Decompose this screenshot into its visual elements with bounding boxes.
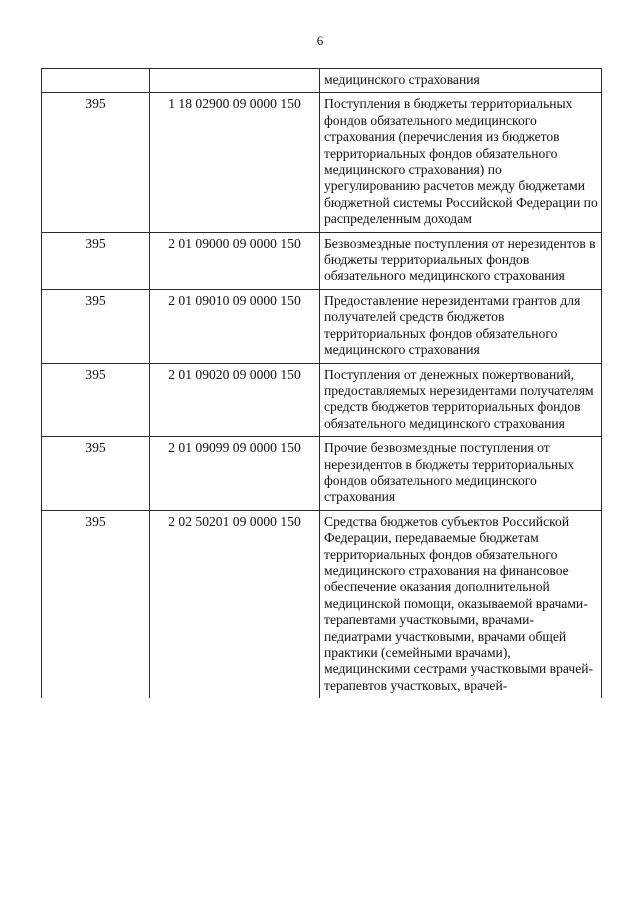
revenue-name-cell: Средства бюджетов субъектов Российской Федерации, передаваемые бюджетам территориальных фондов обязательного медицинского страхования на финансовое обеспечение оказания дополнительной медицинской помощи, оказываемой врачами-терапевтами участковыми, врачами-педиатрами участковыми, врачами общей практики (семейными врачами), медицинскими сестрами участковыми врачей-терапевтов участковых, врачей- <box>320 510 602 698</box>
budget-code-cell: 2 01 09020 09 0000 150 <box>150 363 320 437</box>
admin-code-cell: 395 <box>42 232 150 289</box>
admin-code-cell: 395 <box>42 93 150 232</box>
revenue-name-cell: Поступления в бюджеты территориальных фондов обязательного медицинского страхования (перечисления из бюджетов территориальных фондов обязательного медицинского страхования) по урегулированию расчетов между бюджетами бюджетной системы Российской Федерации по распределенным доходам <box>320 93 602 232</box>
budget-code-cell: 2 01 09000 09 0000 150 <box>150 232 320 289</box>
admin-code-cell: 395 <box>42 289 150 363</box>
revenue-name-cell: Безвозмездные поступления от нерезидентов в бюджеты территориальных фондов обязательного медицинского страхования <box>320 232 602 289</box>
admin-code-cell: 395 <box>42 437 150 511</box>
table-row <box>42 363 602 437</box>
admin-code-cell: 395 <box>42 510 150 698</box>
table-row <box>42 510 602 698</box>
table-row <box>42 437 602 511</box>
table-row <box>42 69 602 93</box>
budget-code-cell: 2 01 09099 09 0000 150 <box>150 437 320 511</box>
page-number: 6 <box>316 33 324 48</box>
budget-code-cell <box>150 69 320 93</box>
table-row <box>42 93 602 232</box>
revenue-name-cell: Предоставление нерезидентами грантов для получателей средств бюджетов территориальных фондов обязательного медицинского страхования <box>320 289 602 363</box>
revenue-codes-table <box>41 68 602 698</box>
revenue-name-cell: Прочие безвозмездные поступления от нерезидентов в бюджеты территориальных фондов обязательного медицинского страхования <box>320 437 602 511</box>
table-row <box>42 289 602 363</box>
budget-code-cell: 1 18 02900 09 0000 150 <box>150 93 320 232</box>
budget-code-cell: 2 02 50201 09 0000 150 <box>150 510 320 698</box>
table-row <box>42 232 602 289</box>
revenue-name-cell: медицинского страхования <box>320 69 602 93</box>
admin-code-cell: 395 <box>42 363 150 437</box>
admin-code-cell <box>42 69 150 93</box>
budget-code-cell: 2 01 09010 09 0000 150 <box>150 289 320 363</box>
revenue-name-cell: Поступления от денежных пожертвований, предоставляемых нерезидентами получателям средств бюджетов территориальных фондов обязательного медицинского страхования <box>320 363 602 437</box>
